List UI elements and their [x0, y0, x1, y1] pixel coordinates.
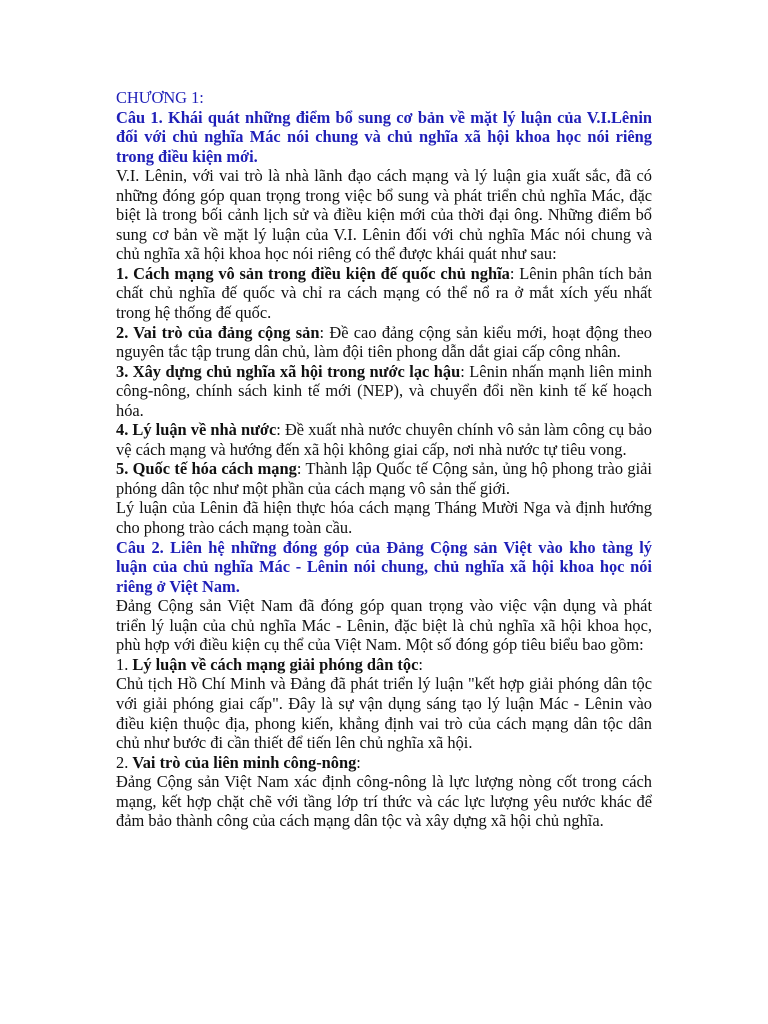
question-2-point-heading — [116, 655, 652, 675]
question-2-point-text: Chủ tịch Hồ Chí Minh và Đảng đã phát triển lý luận "kết hợp giải phóng dân tộc với giải phóng giai cấp". Đây là sự vận dụng sáng tạo lý luận Mác - Lênin vào điều kiện thuộc địa, phong kiến, khẳng định vai trò của cách mạng dân tộc dân chủ như bước đi cần thiết để tiến lên chủ nghĩa xã hội. — [116, 674, 652, 753]
point-text: : Thành lập Quốc tế Cộng sản, ủng hộ phong trào giải phóng dân tộc như một phần của cách mạng vô sản thế giới. — [116, 459, 652, 498]
question-1-heading — [116, 108, 652, 167]
question-1-point — [116, 459, 652, 498]
question-1-point — [116, 420, 652, 459]
question-2-intro: Đảng Cộng sản Việt Nam đã đóng góp quan trọng vào việc vận dụng và phát triển lý luận của chủ nghĩa Mác - Lênin, đặc biệt là chủ nghĩa xã hội khoa học, phù hợp với điều kiện cụ thể của Việt Nam. Một số đóng góp tiêu biểu bao gồm: — [116, 596, 652, 655]
point-heading: 1. Cách mạng vô sản trong điều kiện đế quốc chủ nghĩa — [116, 263, 510, 283]
question-1-conclusion: Lý luận của Lênin đã hiện thực hóa cách mạng Tháng Mười Nga và định hướng cho phong trào cách mạng toàn cầu. — [116, 498, 652, 538]
question-1-point — [116, 362, 652, 421]
question-2-point-text: Đảng Cộng sản Việt Nam xác định công-nông là lực lượng nòng cốt trong cách mạng, kết hợp chặt chẽ với tầng lớp trí thức và các lực lượng yêu nước khác để đảm bảo thành công của cách mạng dân tộc và xây dựng xã hội chủ nghĩa. — [116, 772, 652, 831]
point-heading: Lý luận về cách mạng giải phóng dân tộc — [132, 654, 419, 674]
question-2-title: Liên hệ những đóng góp của Đảng Cộng sản Việt vào kho tàng lý luận của chủ nghĩa Mác - Lênin nói chung, chủ nghĩa xã hội khoa học nói riêng ở Việt Nam. — [116, 537, 652, 596]
question-1-label: Câu 1. — [116, 107, 163, 127]
point-number: 2. — [116, 752, 133, 772]
question-1-intro: V.I. Lênin, với vai trò là nhà lãnh đạo cách mạng và lý luận gia xuất sắc, đã có những đóng góp quan trọng trong việc bổ sung và phát triển chủ nghĩa Mác, đặc biệt là trong bối cảnh lịch sử và điều kiện mới của thời đại ông. Những điểm bổ sung cơ bản về mặt lý luận của V.I. Lênin đối với chủ nghĩa Mác nói chung và chủ nghĩa xã hội khoa học nói riêng có thể được khái quát như sau: — [116, 166, 652, 264]
point-text: : Lênin nhấn mạnh liên minh công-nông, chính sách kinh tế mới (NEP), và chuyển đổi nền kinh tế kế hoạch hóa. — [116, 361, 652, 420]
point-heading: 4. Lý luận về nhà nước — [116, 420, 277, 440]
question-2-point-heading — [116, 753, 652, 773]
document-page — [116, 88, 652, 831]
chapter-title: CHƯƠNG 1: — [116, 88, 204, 107]
point-text: : Đề cao đảng cộng sản kiểu mới, hoạt động theo nguyên tắc tập trung dân chủ, làm đội tiên phong dẫn dắt giai cấp công nhân. — [116, 322, 652, 362]
point-heading: 5. Quốc tế hóa cách mạng — [116, 459, 297, 479]
point-heading: Vai trò của liên minh công-nông — [132, 752, 357, 772]
question-1-title: Khái quát những điểm bổ sung cơ bản về mặt lý luận của V.I.Lênin đối với chủ nghĩa Mác nói chung và chủ nghĩa xã hội khoa học nói riêng trong điều kiện mới. — [116, 107, 652, 166]
question-1-point — [116, 323, 652, 362]
point-text: : Lênin phân tích bản chất chủ nghĩa đế quốc và chỉ ra cách mạng có thể nổ ra ở mắt xích yếu nhất trong hệ thống đế quốc. — [116, 263, 653, 323]
point-heading: 3. Xây dựng chủ nghĩa xã hội trong nước lạc hậu — [116, 361, 461, 381]
question-2-label: Câu 2. — [116, 537, 164, 557]
point-text: : Đề xuất nhà nước chuyên chính vô sản làm công cụ bảo vệ cách mạng và hướng đến xã hội không giai cấp, nơi nhà nước tự tiêu vong. — [116, 420, 652, 459]
point-number: 1. — [116, 654, 133, 674]
question-1-point — [116, 264, 652, 323]
point-colon: : — [356, 752, 361, 772]
point-heading: 2. Vai trò của đảng cộng sản — [116, 322, 320, 342]
question-2-heading — [116, 538, 652, 597]
point-colon: : — [418, 654, 423, 674]
